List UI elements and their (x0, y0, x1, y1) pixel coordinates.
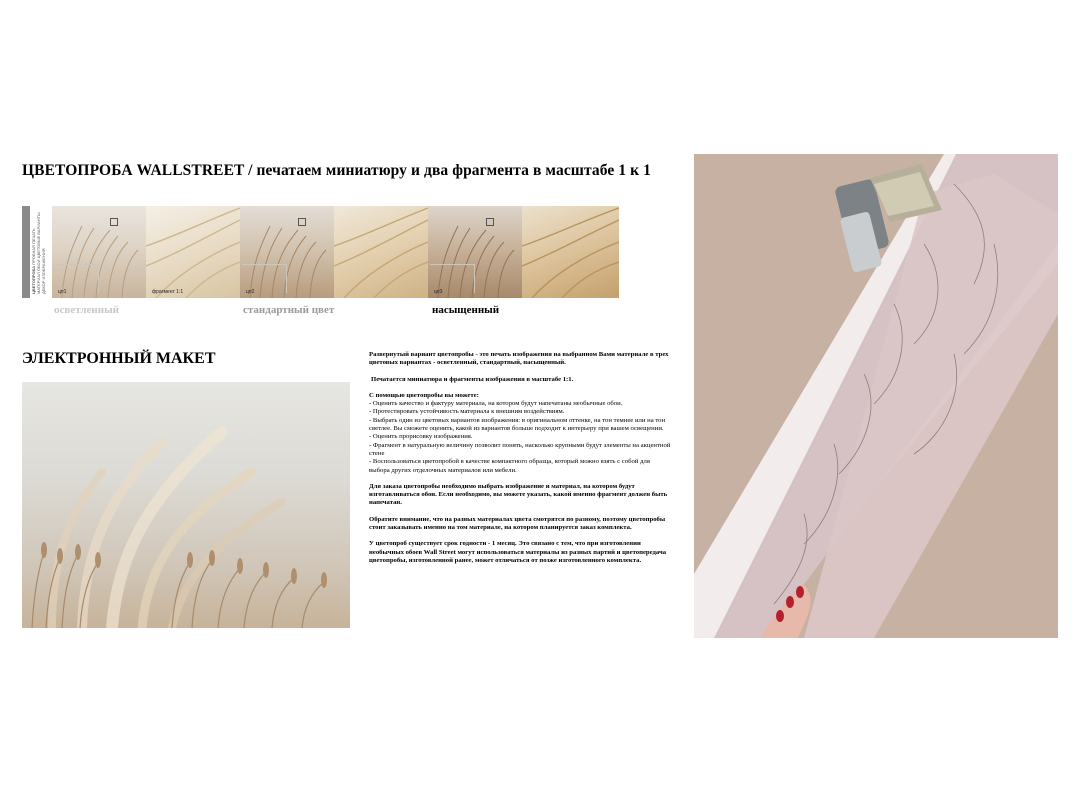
description-text (369, 351, 671, 565)
grass-fragment-icon (146, 206, 240, 298)
grass-fragment-icon (334, 206, 428, 298)
strip-side-logo: ЦВЕТОПРОБА (31, 265, 36, 294)
variant-label-light: осветленный (54, 304, 119, 316)
strip-side-caption: ПРОБНАЯ ПЕЧАТЬ МАТЕРИАЛ ОБОИ ЦВЕТОВЫЕ ВАРИАНТЫ ДЕКОР ИЗОБРАЖЕНИЯ (31, 212, 46, 294)
wallpaper-artwork (22, 382, 350, 628)
strip-logo-bar (22, 206, 30, 298)
fragment-standard (334, 206, 428, 298)
miniature-standard (240, 206, 334, 298)
strip-side-panel (22, 206, 52, 298)
desc-intro: Развернутый вариант цветопробы - это печать изображения на выбранном Вами материале в трех цветовых вариантах - осветленный, стандартный, насыщенный. (369, 351, 669, 367)
grass-fragment-icon (522, 206, 619, 298)
miniature-saturated (428, 206, 522, 298)
fragment-saturated (522, 206, 619, 298)
wheat-artwork-icon (22, 382, 350, 628)
caption-cp2: цп2 (246, 289, 255, 295)
fragment-light (146, 206, 240, 298)
variant-label-saturated: насыщенный (432, 304, 500, 316)
desc-scale: Печатается миниатюра и фрагменты изображения в масштабе 1:1. (371, 375, 574, 383)
desc-benefit-item: - Протестировать устойчивость материала к внешним воздействиям. (369, 408, 565, 416)
desc-validity: У цветопроб существует срок годности - 1 месяц. Это связано с тем, что при изготовлении необычных обоев Wall Street могут использоваться материалы из разных партий и цветопередача цветопробы, изготовленной ранее, может отличаться от позже изготовленного комплекта. (369, 540, 667, 564)
caption-fragment: фрагмент 1:1 (152, 289, 184, 295)
desc-benefit-item: - Воспользоваться цветопробой в качестве компактного образца, который можно взять с собой для выбора других отделочных материалов или мебели. (369, 458, 650, 474)
variant-label-standard: стандартный цвет (243, 304, 335, 316)
miniature-light (52, 206, 146, 298)
desc-benefit-item: - Фрагмент в натуральную величину позволит понять, насколько крупными будут элементы на акцентной стене (369, 441, 671, 457)
page-title: ЦВЕТОПРОБА WALLSTREET / печатаем миниатюру и два фрагмента в масштабе 1 к 1 (22, 162, 652, 179)
caption-cp3: цп3 (434, 289, 443, 295)
crop-marker (110, 218, 118, 226)
desc-benefits-title: С помощью цветопробы вы можете: (369, 391, 479, 399)
section-title: ЭЛЕКТРОННЫЙ МАКЕТ (22, 350, 216, 367)
desc-benefit-item: - Выбрать один из цветовых вариантов изображения: в оригинальном оттенке, на тон темнее или на тон светлее. Вы сможете оценить, какой из вариантов больше подходит к интерьеру при вашем освещении. (369, 416, 666, 433)
photo-illustration-icon (694, 154, 1058, 638)
color-proof-photo (694, 154, 1058, 638)
desc-benefit-item: - Оценить прорисовку изображения. (369, 433, 473, 441)
caption-cp1: цп1 (58, 289, 67, 295)
crop-marker (298, 218, 306, 226)
desc-attention: Обратите внимание, что на разных материалах цвета смотрятся по разному, поэтому цветопробы стоит заказывать именно на том материале, на котором планируется заказ комплекта. (369, 515, 666, 532)
color-proof-strip (22, 206, 619, 298)
crop-marker (486, 218, 494, 226)
strip-side-text (31, 210, 51, 294)
desc-benefit-item: - Оценить качество и фактуру материала, на котором будут напечатаны необычные обои. (369, 400, 623, 408)
desc-order: Для заказа цветопробы необходимо выбрать изображение и материал, на котором будут изготавливаться обои. Если необходимо, вы можете указать, какой именно фрагмент должен быть напечатан. (369, 482, 668, 507)
